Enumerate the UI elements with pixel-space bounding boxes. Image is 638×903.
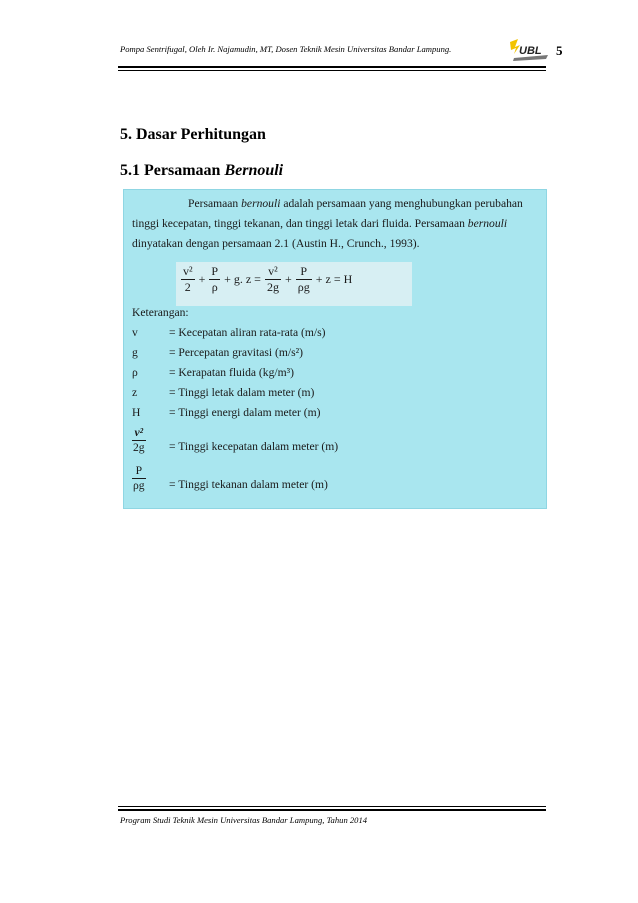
header-rule (118, 66, 546, 68)
running-header: Pompa Sentrifugal, Oleh Ir. Najamudin, MT, Dosen Teknik Mesin Universitas Bandar Lampung. (120, 44, 452, 54)
subsection-prefix: 5.1 Persamaan (120, 162, 225, 179)
university-logo (508, 38, 552, 62)
subsection-italic: Bernouli (224, 162, 284, 179)
logo-text: UBL (519, 45, 542, 57)
bernoulli-figure: Persamaan bernouli adalah persamaan yang menghubungkan perubahan tinggi kecepatan, tinggi tekanan, dan tinggi letak dari fluida. Persamaan bernouli dinyatakan dengan persamaan 2.1 (Austin H., Crunch., 1993). $\frac{\text{v²}}{2}$ + $\frac{P}{\rho}$ + g. z = $\frac{\text{v²}}{2g}$ + $\frac{P}{\rho g}$ + z = H Keterangan: v = Kecepatan aliran rata-rata (m/s) g = Percepatan gravitasi (m/s²) ρ = Kerapatan fluida (kg/m³) z = Tinggi letak dalam meter (m) H = Tinggi energi dalam meter (m) $\frac{\text{v²}}{2g}$ = Tinggi kecepatan dalam meter (m) $\frac{P}{\rho g}$ = Tinggi tekanan dalam meter (m) (123, 189, 547, 509)
page-number: 5 (556, 43, 563, 58)
bernoulli-equation: $\frac{\text{v²}}{2}$ + $\frac{P}{\rho}$ + g. z = $\frac{\text{v²}}{2g}$ + $\frac{P}{\rho g}$ + z = H (183, 264, 353, 294)
footer-rule-thin (118, 806, 546, 807)
figure-paragraph: Persamaan bernouli adalah persamaan yang menghubungkan perubahan tinggi kecepatan, tinggi tekanan, dan tinggi letak dari fluida. Persamaan bernouli dinyatakan dengan persamaan 2.1 (Austin H., Crunch., 1993). (132, 197, 523, 250)
running-footer: Program Studi Teknik Mesin Universitas Bandar Lampung, Tahun 2014 (120, 815, 368, 825)
section-heading: 5. Dasar Perhitungan (120, 126, 266, 143)
header-rule-thin (118, 70, 546, 71)
footer-rule (118, 809, 546, 811)
subsection-heading (120, 162, 283, 180)
keterangan-label: Keterangan: (132, 306, 189, 319)
